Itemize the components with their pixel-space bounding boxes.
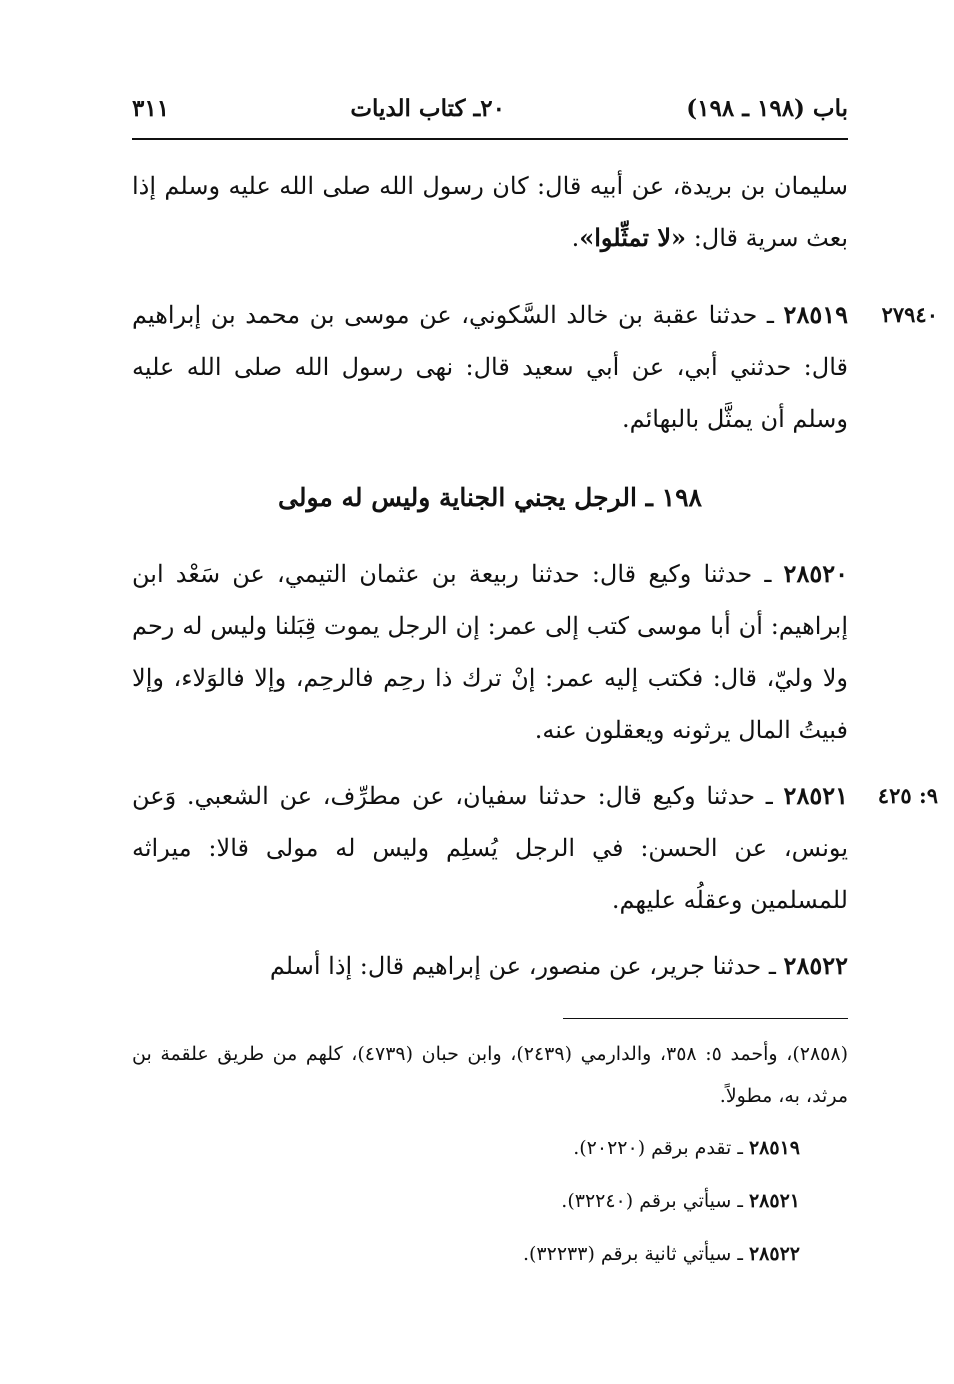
footnote-entry: [132, 1181, 800, 1221]
quoted-saying: «لا تمثِّلوا»: [579, 223, 687, 252]
footnote-text: (٢٨٥٨)، وأحمد ٥: ٣٥٨، والدارمي (٢٤٣٩)، وابن حبان (٤٧٣٩)، كلهم من طريق علقمة بن مرثد، به، مطولاً.: [132, 1043, 848, 1107]
header-book-title: ٢٠ـ كتاب الديات: [350, 94, 505, 122]
hadith-number: ٢٨٥١٩: [783, 300, 848, 329]
hadith-paragraph: [132, 940, 848, 992]
hadith-paragraph: [132, 548, 848, 756]
header-rule: [132, 138, 848, 140]
footnote-note: ـ تقدم برقم (٢٠٢٢٠).: [573, 1137, 749, 1159]
hadith-number: ٢٨٥٢٠: [783, 559, 848, 588]
paragraph-continuation: [132, 160, 848, 264]
footnote-note: ـ سيأتي برقم (٣٢٢٤٠).: [561, 1190, 749, 1212]
footnote-entry: [132, 1234, 800, 1274]
footnote-number: ٢٨٥١٩: [748, 1137, 800, 1159]
margin-reference: ٩: ٤٢٥: [877, 783, 938, 808]
footnote-rule: [563, 1018, 848, 1019]
hadith-paragraph: [132, 289, 848, 445]
running-header: [132, 88, 848, 128]
footnote-number: ٢٨٥٢١: [748, 1190, 800, 1212]
hadith-text: ـ حدثنا عقبة بن خالد السَّكوني، عن موسى بن محمد بن إبراهيم قال: حدثني أبي، عن أبي سعيد قال: نهى رسول الله صلى الله عليه وسلم أن يمثَّل بالبهائم.: [132, 301, 848, 433]
margin-reference: ٢٧٩٤٠: [881, 302, 938, 327]
hadith-text: ـ حدثنا وكيع قال: حدثنا ربيعة بن عثمان التيمي، عن سَعْد ابن إبراهيم: أن أبا موسى كتب إلى عمر: إن الرجل يموت قِبَلنا وليس له رحم ولا وليّ، قال: فكتب إليه عمر: إنْ ترك ذا رحِم فالرحِم، وإلا فالوَلاء، وإلا فبيتُ المال يرثونه ويعقلون عنه.: [132, 560, 849, 744]
paragraph-text: سليمان بن بريدة، عن أبيه قال: كان رسول الله صلى الله عليه وسلم إذا بعث سرية قال:: [132, 172, 849, 252]
hadith-paragraph: [132, 770, 848, 926]
hadith-text: ـ حدثنا جرير، عن منصور، عن إبراهيم قال: إذا أسلم: [269, 952, 784, 980]
paragraph-end: .: [571, 224, 580, 252]
page-number: ٣١١: [132, 94, 170, 122]
hadith-text: ـ حدثنا وكيع قال: حدثنا سفيان، عن مطرِّف، عن الشعبي. وَعن يونس، عن الحسن: في الرجل يُسلِم وليس له مولى قالا: ميراثه للمسلمين وعقلُه عليهم.: [132, 782, 848, 914]
footnote-entry: [132, 1128, 800, 1168]
hadith-number: ٢٨٥٢١: [783, 781, 848, 810]
hadith-number: ٢٨٥٢٢: [783, 951, 848, 980]
footnote-note: ـ سيأتي ثانية برقم (٣٢٢٣٣).: [522, 1243, 749, 1265]
header-chapter: باب (١٩٨ ـ ١٩٨): [686, 94, 848, 122]
footnote-number: ٢٨٥٢٢: [748, 1243, 800, 1265]
section-heading: ١٩٨ ـ الرجل يجني الجناية وليس له مولى: [278, 483, 702, 512]
